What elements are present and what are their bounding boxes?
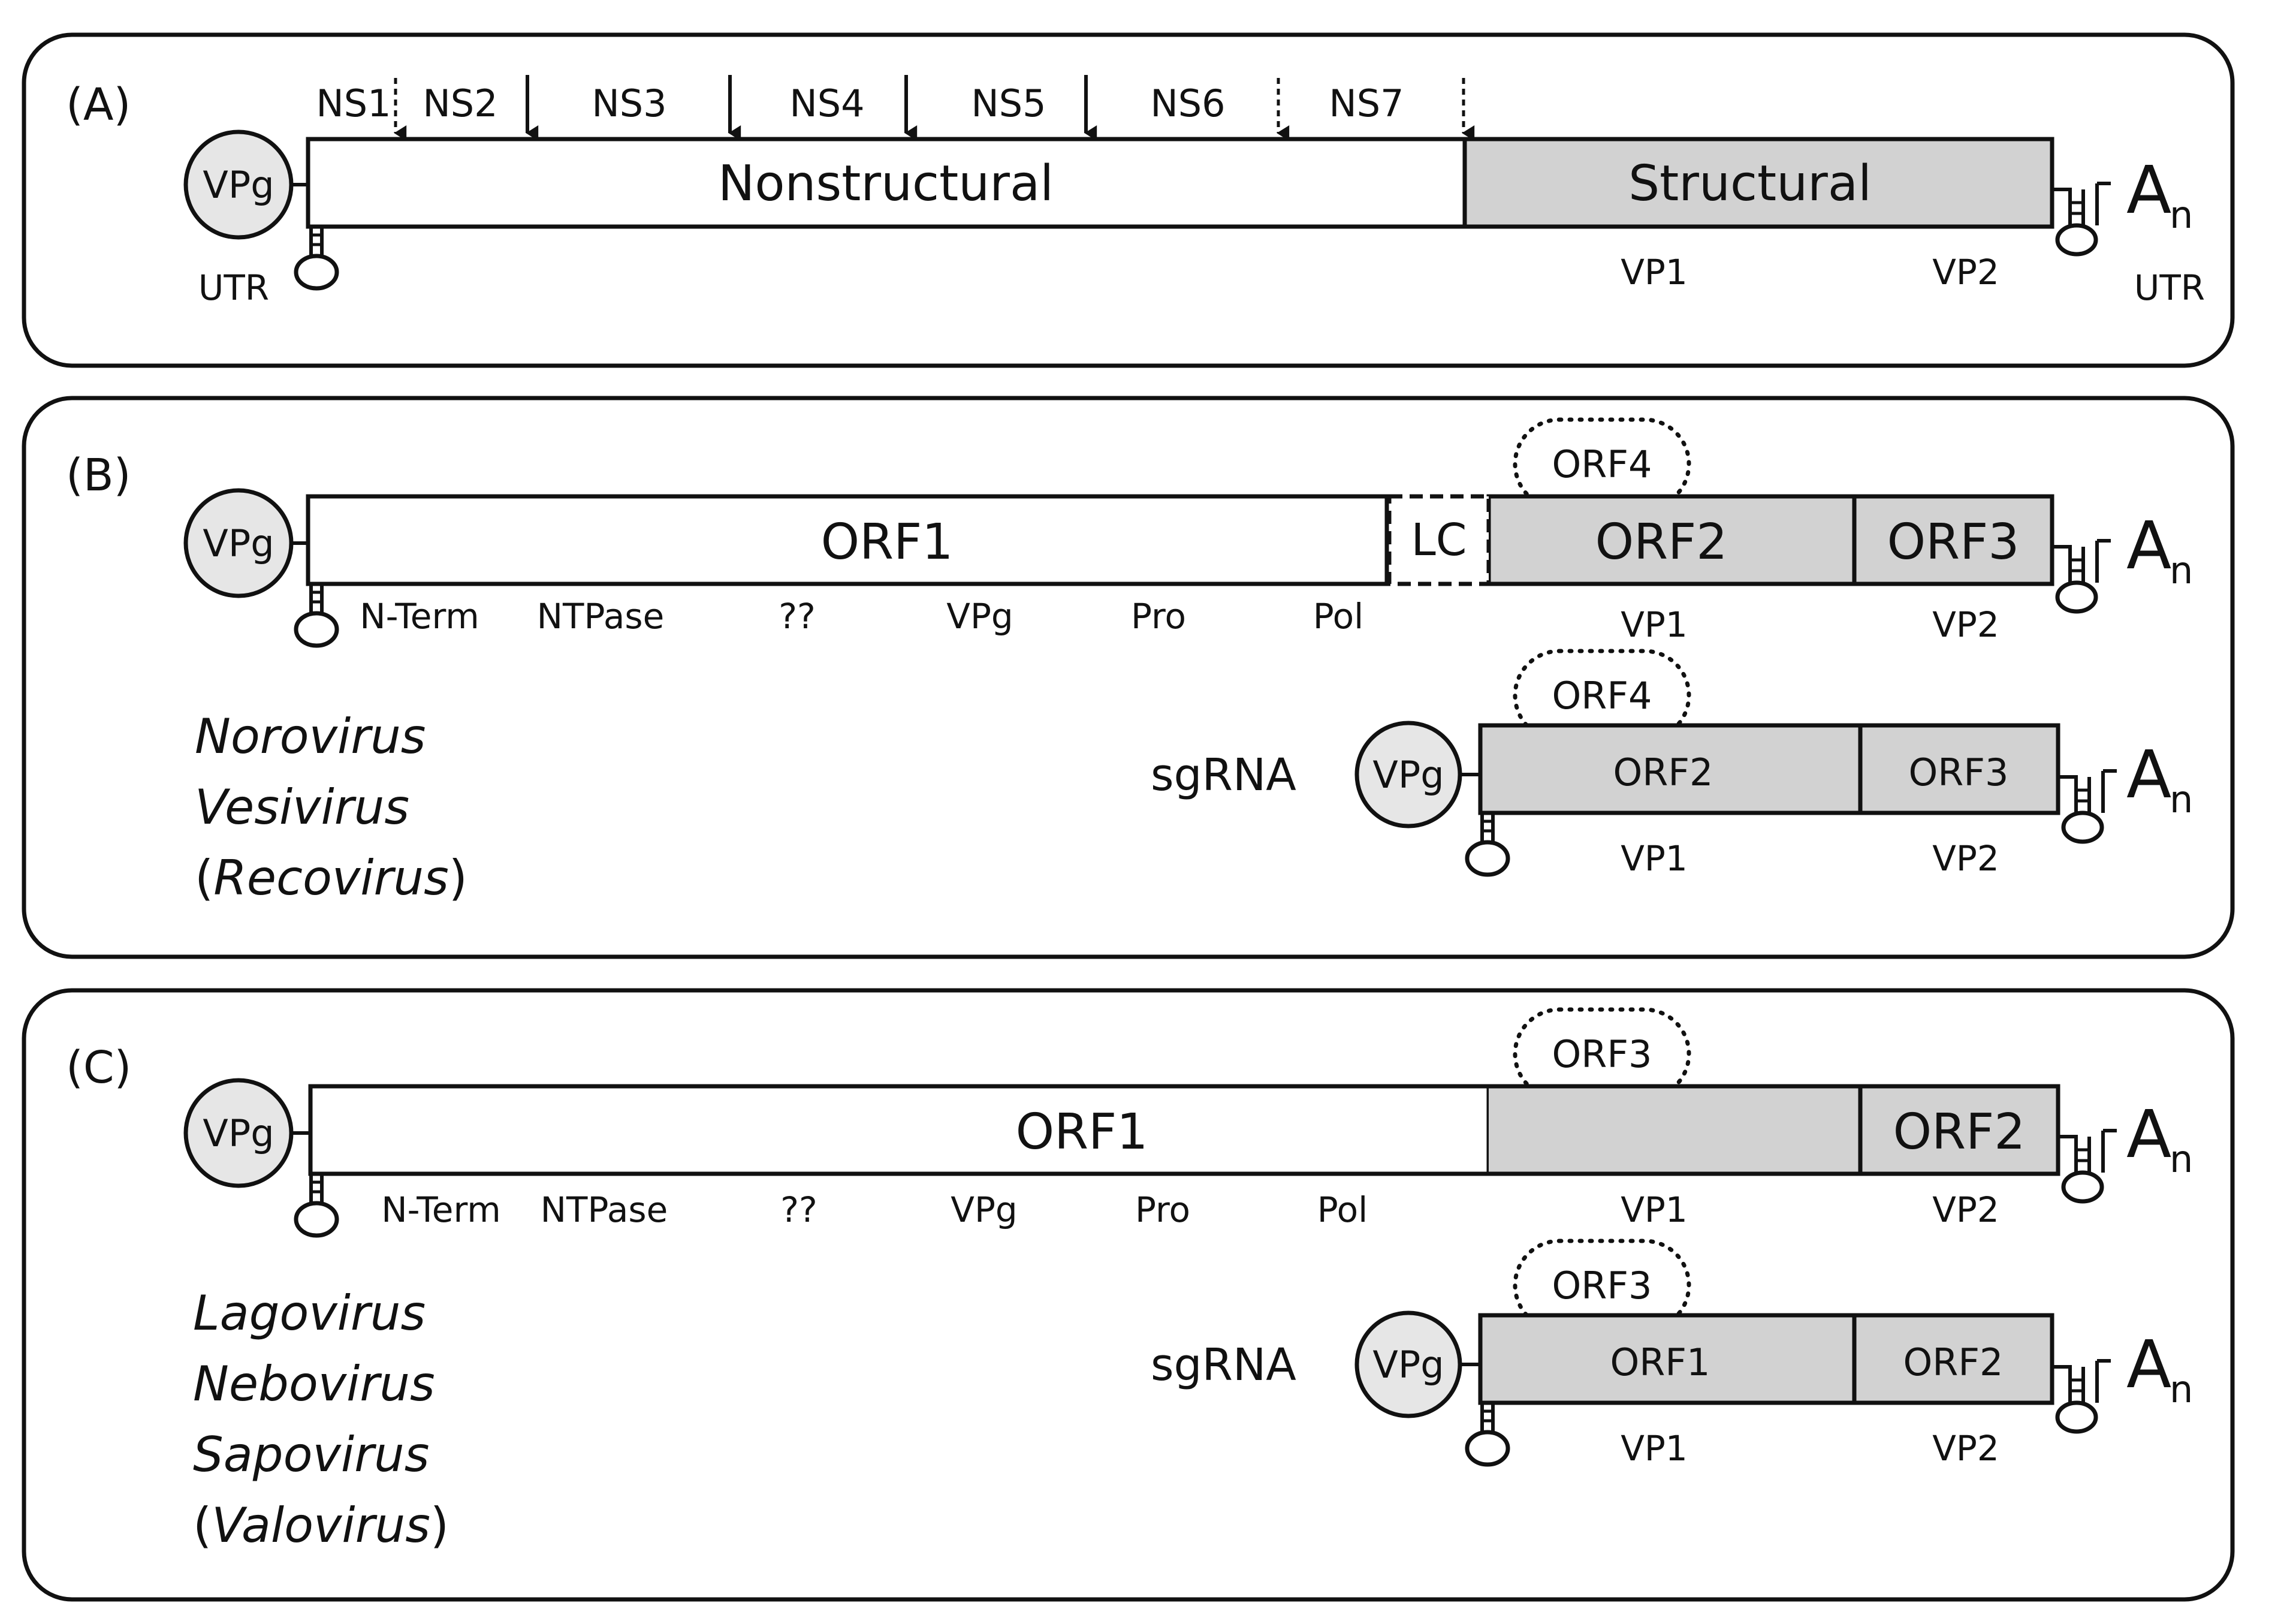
orf4-label: ORF4 (1552, 674, 1652, 718)
sg-orf2-label: ORF2 (1903, 1340, 2004, 1384)
poly-a-label: A (2126, 736, 2172, 813)
orf1-region (310, 1086, 1489, 1174)
vp1-label: VP1 (1621, 252, 1688, 293)
ns3-label: NS3 (592, 82, 667, 125)
orf3-label: ORF3 (1887, 514, 2020, 571)
nonstructural-label: Nonstructural (718, 155, 1054, 212)
protein-unknown: ?? (779, 596, 816, 637)
genus-name-parenthesized: (Recovirus) (195, 850, 468, 906)
vp2-label: VP2 (1932, 838, 1999, 879)
vp2-label: VP2 (1932, 252, 1999, 293)
poly-a-subscript: n (2170, 193, 2194, 237)
genus-name: Nebovirus (193, 1356, 435, 1412)
genus-name: Sapovirus (193, 1427, 430, 1483)
sg-orf2-label: ORF2 (1613, 751, 1713, 794)
orf2-label: ORF2 (1893, 1104, 2026, 1161)
protein-vpg: VPg (946, 596, 1013, 637)
vp1-label: VP1 (1621, 1428, 1688, 1469)
protein-pro: Pro (1135, 1189, 1191, 1230)
utr-left-label: UTR (198, 267, 270, 308)
orf1-label: ORF1 (1015, 1104, 1148, 1161)
poly-a-label: A (2126, 152, 2172, 228)
protein-vpg: VPg (951, 1189, 1018, 1230)
protein-unknown: ?? (780, 1189, 817, 1230)
vpg-label: VPg (1372, 1343, 1444, 1387)
sgrna-label: sgRNA (1151, 1339, 1296, 1391)
poly-a-label: A (2126, 1096, 2172, 1173)
poly-a-subscript: n (2170, 1137, 2194, 1181)
protein-ntpase: NTPase (536, 596, 665, 637)
orf4-label: ORF4 (1552, 442, 1652, 486)
vp2-label: VP2 (1932, 1428, 1999, 1469)
vpg-label: VPg (203, 163, 274, 207)
protein-pro: Pro (1130, 596, 1187, 637)
panel-b (24, 398, 2232, 957)
ns2-label: NS2 (423, 82, 498, 125)
vp1-label: VP1 (1621, 1189, 1688, 1230)
genus-name: Norovirus (195, 709, 426, 764)
panel-c (24, 990, 2232, 1599)
vpg-label: VPg (1372, 753, 1444, 797)
vp2-label: VP2 (1932, 1189, 1999, 1230)
ns7-label: NS7 (1329, 82, 1404, 125)
protein-pol: Pol (1317, 1189, 1368, 1230)
vp1-label: VP1 (1621, 838, 1688, 879)
panel-c-label: (C) (66, 1042, 132, 1093)
genus-name-parenthesized: (Valovirus) (193, 1498, 449, 1553)
vpg-label: VPg (203, 1111, 274, 1155)
orf1-structural-region (1489, 1086, 1860, 1174)
genus-name: Vesivirus (195, 779, 410, 835)
orf1-label: ORF1 (820, 514, 954, 571)
vpg-label: VPg (203, 522, 274, 565)
ns5-label: NS5 (971, 82, 1046, 125)
ns1-label: NS1 (316, 82, 391, 125)
genus-name: Lagovirus (193, 1285, 426, 1341)
panel-a-label: (A) (66, 79, 131, 131)
utr-right-label: UTR (2134, 267, 2206, 308)
vp2-label: VP2 (1932, 604, 1999, 645)
poly-a-subscript: n (2170, 1367, 2194, 1411)
ns6-label: NS6 (1150, 82, 1226, 125)
poly-a-subscript: n (2170, 778, 2194, 821)
orf3-label: ORF3 (1552, 1264, 1652, 1307)
poly-a-label: A (2126, 507, 2172, 584)
protein-ntpase: NTPase (540, 1189, 668, 1230)
poly-a-subscript: n (2170, 549, 2194, 592)
structural-label: Structural (1628, 155, 1872, 212)
poly-a-label: A (2126, 1326, 2172, 1403)
orf3-label: ORF3 (1552, 1032, 1652, 1076)
protein-pol: Pol (1313, 596, 1364, 637)
panel-b-label: (B) (66, 450, 131, 501)
sg-orf1-label: ORF1 (1610, 1340, 1710, 1384)
protein-n-term: N-Term (381, 1189, 501, 1230)
ns4-label: NS4 (789, 82, 865, 125)
panel-a (24, 35, 2232, 366)
protein-n-term: N-Term (360, 596, 479, 637)
lc-label: LC (1411, 514, 1467, 566)
vp1-label: VP1 (1621, 604, 1688, 645)
orf2-label: ORF2 (1595, 514, 1728, 571)
sgrna-label: sgRNA (1151, 749, 1296, 801)
sg-orf3-label: ORF3 (1908, 751, 2009, 794)
